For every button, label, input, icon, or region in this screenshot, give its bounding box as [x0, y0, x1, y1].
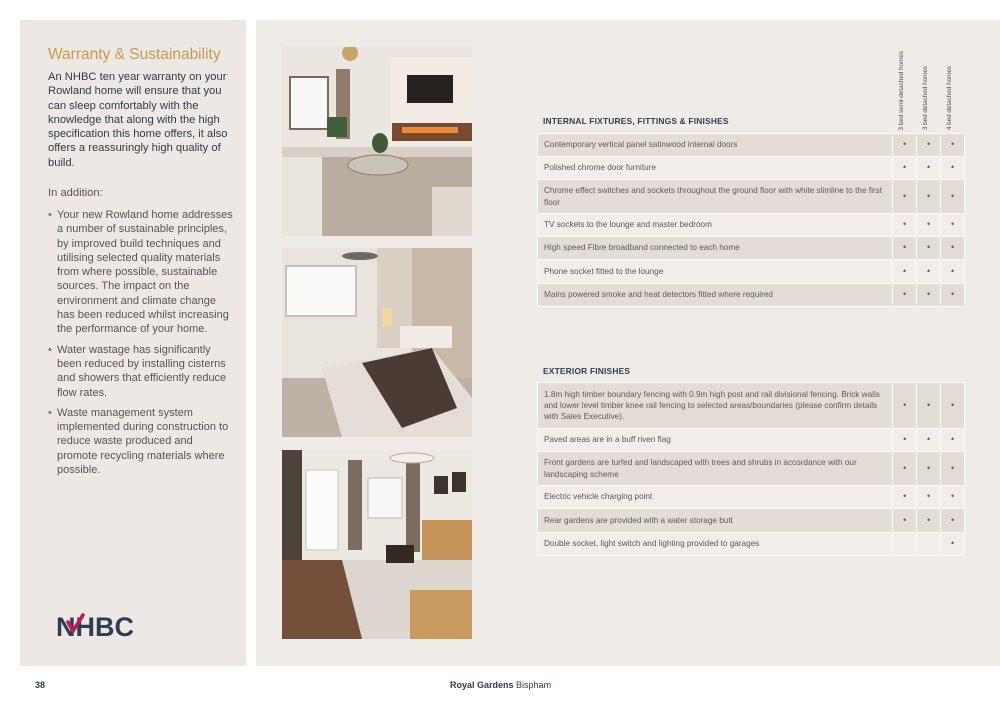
- availability-mark: •: [893, 214, 917, 237]
- availability-mark: •: [941, 214, 965, 237]
- availability-mark: •: [893, 429, 917, 452]
- availability-mark: •: [917, 486, 941, 509]
- availability-mark: •: [893, 134, 917, 157]
- column-header-4-bed-detached: 4 bed detached homes: [946, 65, 953, 130]
- availability-mark: •: [893, 180, 917, 214]
- availability-mark: •: [917, 284, 941, 307]
- bedroom-photo: [282, 248, 472, 437]
- column-header-3-bed-detached: 3 bed detached homes: [922, 65, 929, 130]
- availability-mark: •: [941, 486, 965, 509]
- table-row: [538, 429, 965, 452]
- specification-panel: [256, 20, 1000, 666]
- row-description: Electric vehicle charging point: [538, 486, 893, 509]
- row-description: High speed Fibre broadband connected to each home: [538, 237, 893, 260]
- availability-mark: •: [941, 509, 965, 533]
- row-description: Phone socket fitted to the lounge: [538, 260, 893, 284]
- availability-mark: •: [941, 237, 965, 260]
- availability-mark: •: [893, 237, 917, 260]
- availability-mark: •: [941, 429, 965, 452]
- table-row: [538, 180, 965, 214]
- table-row: [538, 134, 965, 157]
- availability-mark: •: [893, 383, 917, 429]
- nhbc-logo: [56, 612, 140, 640]
- list-item: • Water wastage has significantly been reduced by installing cisterns and showers that efficiently reduce flow rates.: [48, 343, 233, 400]
- availability-mark: •: [893, 486, 917, 509]
- exterior-section-title: EXTERIOR FINISHES: [543, 366, 631, 376]
- row-description: Rear gardens are provided with a water storage butt: [538, 509, 893, 533]
- row-description: Double socket, light switch and lighting provided to garages: [538, 533, 893, 556]
- development-location: Bispham: [516, 680, 552, 690]
- list-item: • Waste management system implemented during construction to reduce waste produced and promote recycling materials where possible.: [48, 406, 233, 477]
- warranty-panel: [20, 20, 246, 666]
- warranty-title: Warranty & Sustainability: [48, 46, 221, 63]
- row-description: TV sockets to the lounge and master bedroom: [538, 214, 893, 237]
- internal-section-title: INTERNAL FIXTURES, FITTINGS & FINISHES: [543, 116, 729, 126]
- page-number: 38: [35, 680, 46, 690]
- footer-development: [450, 680, 551, 690]
- availability-mark: •: [917, 214, 941, 237]
- availability-mark: •: [917, 383, 941, 429]
- column-header-3-bed-semi: 3 bed semi-detached homes: [898, 50, 905, 130]
- row-description: Paved areas are in a buff riven flag: [538, 429, 893, 452]
- availability-mark: •: [917, 452, 941, 486]
- availability-mark: •: [917, 237, 941, 260]
- availability-mark: •: [893, 509, 917, 533]
- availability-mark: •: [893, 157, 917, 180]
- table-row: [538, 284, 965, 307]
- table-row: [538, 237, 965, 260]
- row-description: Mains powered smoke and heat detectors fitted where required: [538, 284, 893, 307]
- sustainability-list: [48, 208, 233, 483]
- availability-mark: •: [917, 509, 941, 533]
- availability-mark: •: [917, 429, 941, 452]
- table-row: [538, 533, 965, 556]
- table-row: [538, 486, 965, 509]
- list-item: • Your new Rowland home addresses a number of sustainable principles, by improved build techniques and utilising selected quality materials from where possible, sustainable sources. The impact on the environment and climate change has been reduced whilst increasing the performance of your home.: [48, 208, 233, 337]
- availability-mark: •: [941, 533, 965, 556]
- nhbc-logo-text: NHBC: [56, 612, 134, 640]
- row-description: Chrome effect switches and sockets throughout the ground floor with white slimline to the first floor: [538, 180, 893, 214]
- row-description: 1.8m high timber boundary fencing with 0.9m high post and rail divisional fencing. Brick walls and lower level timber knee rail fencing to selected areas/boundaries (please confirm details with Sales Executive).: [538, 383, 893, 429]
- lounge-photo: [282, 47, 472, 236]
- table-row: [538, 383, 965, 429]
- table-row: [538, 452, 965, 486]
- availability-mark: •: [917, 260, 941, 284]
- row-description: Contemporary vertical panel satinwood internal doors: [538, 134, 893, 157]
- availability-mark: •: [893, 452, 917, 486]
- availability-mark: •: [941, 452, 965, 486]
- availability-mark: •: [941, 383, 965, 429]
- availability-mark: •: [941, 134, 965, 157]
- row-description: Front gardens are turfed and landscaped with trees and shrubs in accordance with our landscaping scheme: [538, 452, 893, 486]
- development-name: Royal Gardens: [450, 680, 514, 690]
- availability-mark: •: [917, 180, 941, 214]
- availability-mark: •: [941, 284, 965, 307]
- availability-mark: •: [941, 157, 965, 180]
- internal-spec-table: [537, 133, 965, 307]
- availability-mark: [917, 533, 941, 556]
- availability-mark: •: [893, 284, 917, 307]
- availability-mark: •: [917, 134, 941, 157]
- availability-mark: [893, 533, 917, 556]
- availability-mark: •: [941, 180, 965, 214]
- warranty-intro: An NHBC ten year warranty on your Rowland home will ensure that you can sleep comfortably with the knowledge that along with the high specification this home offers, it also offers a reassuringly high quality of build.: [48, 71, 228, 169]
- living-room-photo: [282, 450, 472, 639]
- in-addition-label: In addition:: [48, 187, 103, 199]
- table-row: [538, 509, 965, 533]
- table-row: [538, 157, 965, 180]
- availability-mark: •: [941, 260, 965, 284]
- row-description: Polished chrome door furniture: [538, 157, 893, 180]
- table-row: [538, 260, 965, 284]
- exterior-spec-table: [537, 382, 965, 556]
- availability-mark: •: [917, 157, 941, 180]
- table-row: [538, 214, 965, 237]
- availability-mark: •: [893, 260, 917, 284]
